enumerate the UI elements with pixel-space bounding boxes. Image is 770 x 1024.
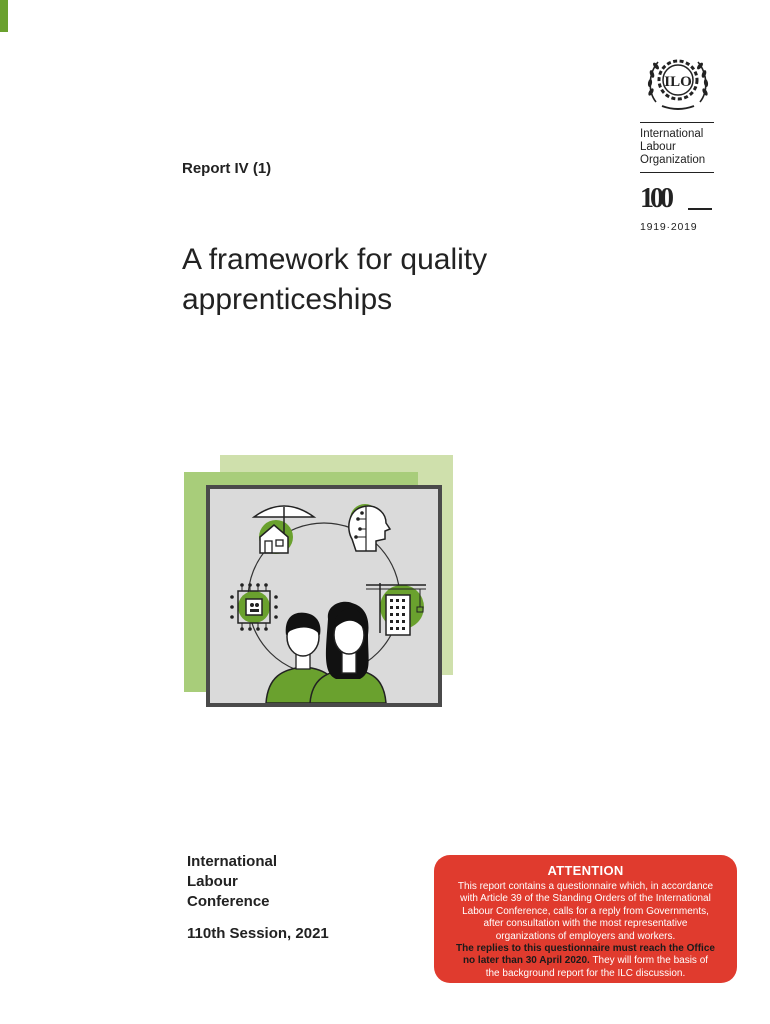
attention-deadline: The replies to this questionnaire must reach the Office (456, 943, 715, 955)
cover-illustration (206, 485, 442, 707)
svg-text:100: 100 (640, 185, 670, 213)
head-circuit-icon (349, 504, 390, 551)
attention-deadline-date: no later than 30 April 2020. (462, 955, 590, 967)
ilo-logo-block (640, 50, 716, 233)
logo-divider-bottom (640, 172, 714, 173)
attention-body: This report contains a questionnaire which, in accordance with Article 39 of the Standing Orders of the International Labour Conference, calls for a reply from Governments, after consultation with the most representative organizations of employers and workers. The replies to this questionnaire must reach the Office no later than 30 April 2020. They will form the basis of the background report for the ILC discussion. (456, 881, 715, 979)
attention-notice (434, 855, 737, 983)
green-corner-tab (0, 0, 8, 32)
crane-building-icon (366, 583, 426, 635)
organization-name: International Labour Organization (640, 128, 706, 166)
conference-block (187, 852, 329, 944)
conference-name-line: International (187, 853, 278, 870)
illustration-canvas (210, 489, 438, 703)
conference-name-line: Labour (187, 873, 238, 890)
conference-name-line: Conference (187, 893, 270, 910)
house-umbrella-icon (254, 506, 314, 554)
people-icon (266, 602, 386, 703)
microchip-icon (230, 583, 278, 631)
report-title: A framework for quality apprenticeships (182, 243, 488, 316)
report-label: Report IV (1) (182, 160, 272, 177)
conference-session: 110th Session, 2021 (187, 925, 329, 942)
ilo-seal-icon (642, 50, 714, 116)
ilo-logo-text: ILO (664, 74, 692, 90)
centenary-years: 1919·2019 (640, 221, 698, 233)
centenary-mark (640, 185, 716, 233)
logo-divider-top (640, 122, 714, 123)
centenary-100-icon (640, 185, 714, 213)
attention-title: ATTENTION (547, 863, 624, 878)
